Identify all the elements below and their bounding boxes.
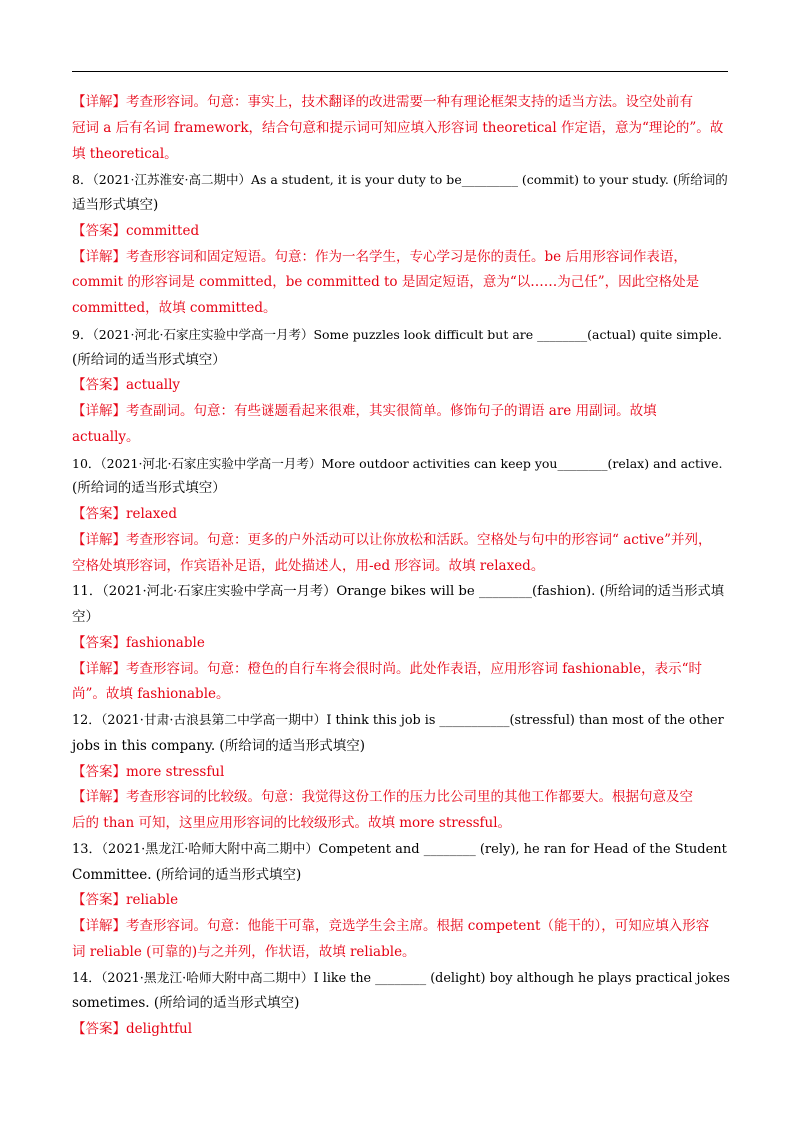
header-rule bbox=[72, 71, 728, 72]
text-line-content: 【答案】reliable bbox=[72, 892, 179, 909]
text-line bbox=[72, 991, 732, 1017]
text-line bbox=[72, 502, 732, 528]
text-line-content: (所给词的适当形式填空） bbox=[72, 351, 226, 368]
text-line-content: 【答案】more stressful bbox=[72, 763, 225, 780]
text-line bbox=[72, 579, 732, 605]
text-line bbox=[72, 142, 732, 168]
text-line bbox=[72, 785, 732, 811]
text-line-content: committed，故填 committed。 bbox=[72, 300, 277, 316]
text-line bbox=[72, 682, 732, 708]
text-line bbox=[72, 322, 732, 348]
text-line bbox=[72, 631, 732, 657]
text-line-content: 14．（2021·黑龙江·哈师大附中高二期中）I like the ________ (delight) boy although he plays practical jokes bbox=[72, 970, 730, 986]
text-line-content: 词 reliable (可靠的)与之并列，作状语，故填 reliable。 bbox=[72, 943, 416, 960]
text-line bbox=[72, 914, 732, 940]
text-line bbox=[72, 708, 732, 734]
text-line bbox=[72, 888, 732, 914]
text-line-content: 【详解】考查形容词。句意：更多的户外活动可以让你放松和活跃。空格处与句中的形容词“ active”并列， bbox=[72, 531, 712, 548]
text-line-content: 【详解】考查形容词。句意：事实上，技术翻译的改进需要一种有理论框架支持的适当方法。设空处前有 bbox=[72, 94, 693, 110]
text-line bbox=[72, 348, 732, 374]
text-line-content: 尚”。故填 fashionable。 bbox=[72, 686, 230, 703]
text-line bbox=[72, 116, 732, 142]
text-line-content: 12．（2021·甘肃·古浪县第二中学高一期中）I think this job is ___________(stressful) than most of the other bbox=[72, 713, 724, 728]
document-body bbox=[72, 90, 732, 1043]
text-line bbox=[72, 966, 732, 992]
text-line bbox=[72, 270, 732, 296]
text-line bbox=[72, 605, 732, 631]
text-line bbox=[72, 399, 732, 425]
text-line bbox=[72, 373, 732, 399]
text-line bbox=[72, 167, 732, 193]
text-line-content: 【答案】delightful bbox=[72, 1021, 193, 1037]
text-line bbox=[72, 528, 732, 554]
text-line-content: 【答案】actually bbox=[72, 377, 181, 394]
text-line bbox=[72, 837, 732, 863]
text-line-content: 【答案】relaxed bbox=[72, 506, 178, 522]
text-line-content: actually。 bbox=[72, 428, 140, 445]
text-line-content: 【详解】考查副词。句意：有些谜题看起来很难，其实很简单。修饰句子的谓语 are 用副词。故填 bbox=[72, 403, 657, 419]
text-line bbox=[72, 734, 732, 760]
text-line-content: jobs in this company. (所给词的适当形式填空) bbox=[72, 737, 365, 754]
text-line-content: 【详解】考查形容词。句意：他能干可靠，竞选学生会主席。根据 competent（能干的），可知应填入形容 bbox=[72, 918, 710, 934]
text-line-content: 适当形式填空) bbox=[72, 197, 159, 213]
text-line bbox=[72, 760, 732, 786]
text-line-content: 【详解】考查形容词。句意：橙色的自行车将会很时尚。此处作表语，应用形容词 fashionable，表示“时 bbox=[72, 660, 702, 677]
text-line-content: 【答案】fashionable bbox=[72, 634, 205, 651]
text-line-content: Committee. (所给词的适当形式填空) bbox=[72, 866, 302, 883]
text-line bbox=[72, 219, 732, 245]
text-line bbox=[72, 425, 732, 451]
text-line-content: 空） bbox=[72, 609, 99, 625]
text-line bbox=[72, 476, 732, 502]
text-line-content: sometimes. (所给词的适当形式填空) bbox=[72, 995, 300, 1012]
text-line-content: 填 theoretical。 bbox=[72, 145, 178, 162]
text-line bbox=[72, 554, 732, 580]
text-line-content: 8．（2021·江苏淮安·高二期中）As a student, it is your duty to be_________ (commit) to your study. (所给词的 bbox=[72, 172, 728, 188]
text-line bbox=[72, 193, 732, 219]
text-line bbox=[72, 811, 732, 837]
text-line bbox=[72, 657, 732, 683]
text-line bbox=[72, 863, 732, 889]
text-line bbox=[72, 451, 732, 477]
text-line-content: 空格处填形容词，作宾语补足语，此处描述人，用-ed 形容词。故填 relaxed。 bbox=[72, 557, 545, 574]
text-line-content: 10．（2021·河北·石家庄实验中学高一月考）More outdoor activities can keep you________(relax) and active. bbox=[72, 455, 723, 471]
text-line bbox=[72, 245, 732, 271]
text-line-content: commit 的形容词是 committed，be committed to 是固定短语，意为“以……为己任”，因此空格处是 bbox=[72, 274, 700, 291]
text-line-content: 13．（2021·黑龙江·哈师大附中高二期中）Competent and ________ (rely), he ran for Head of the Student bbox=[72, 841, 727, 857]
text-line-content: 11．（2021·河北·石家庄实验中学高一月考）Orange bikes will be ________(fashion). (所给词的适当形式填 bbox=[72, 584, 725, 600]
text-line-content: 后的 than 可知，这里应用形容词的比较级形式。故填 more stressful。 bbox=[72, 815, 512, 831]
text-line-content: (所给词的适当形式填空） bbox=[72, 480, 226, 497]
text-line bbox=[72, 90, 732, 116]
text-line bbox=[72, 296, 732, 322]
text-line-content: 【详解】考查形容词的比较级。句意：我觉得这份工作的压力比公司里的其他工作都要大。根据句意及空 bbox=[72, 789, 693, 806]
text-line-content: 【答案】committed bbox=[72, 222, 200, 239]
text-line bbox=[72, 1017, 732, 1043]
text-line-content: 9．（2021·河北·石家庄实验中学高一月考）Some puzzles look difficult but are ________(actual) quite simple. bbox=[72, 326, 722, 342]
text-line-content: 冠词 a 后有名词 framework，结合句意和提示词可知应填入形容词 theoretical 作定语，意为“理论的”。故 bbox=[72, 119, 724, 136]
text-line bbox=[72, 940, 732, 966]
text-line-content: 【详解】考查形容词和固定短语。句意：作为一名学生，专心学习是你的责任。be 后用形容词作表语， bbox=[72, 248, 687, 265]
